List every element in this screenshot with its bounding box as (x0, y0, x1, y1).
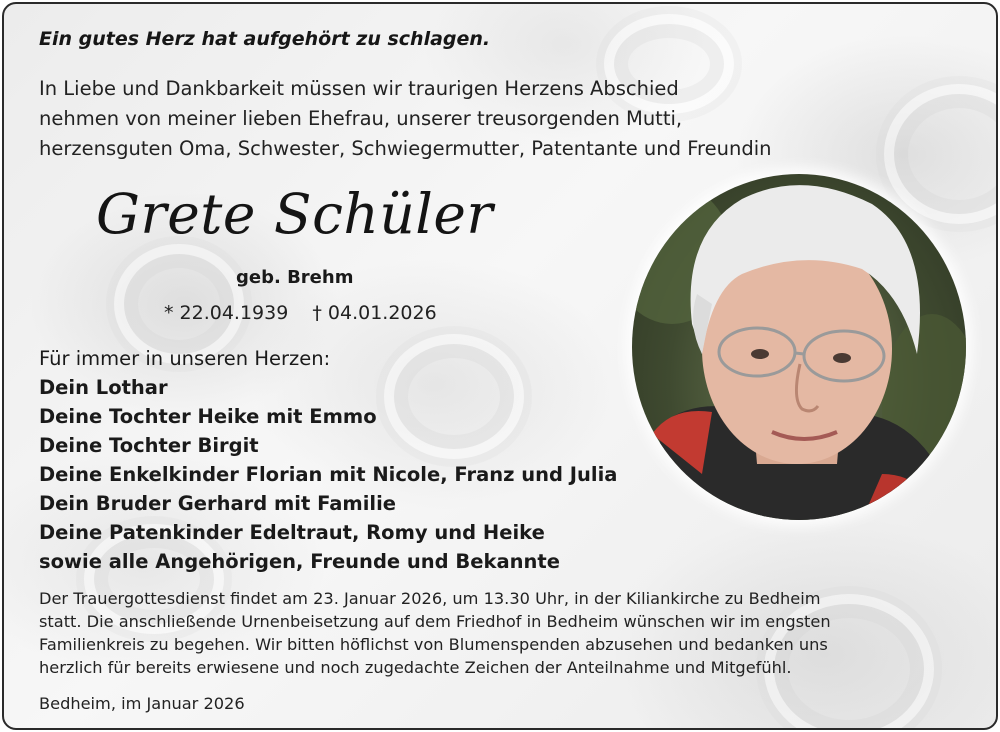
mourner-line: Deine Tochter Birgit (39, 434, 259, 457)
service-info (39, 587, 831, 679)
birth-name: geb. Brehm (236, 267, 354, 288)
service-line: Familienkreis zu begehen. Wir bitten höflichst von Blumenspenden abzusehen und bedanken uns (39, 635, 828, 654)
mourner-line: Dein Bruder Gerhard mit Familie (39, 492, 397, 515)
death-date: † 04.01.2026 (312, 302, 437, 324)
mourner-line: Deine Enkelkinder Florian mit Nicole, Franz und Julia (39, 463, 618, 486)
obituary-card (2, 2, 998, 730)
deceased-name: Grete Schüler (96, 182, 494, 246)
headline: Ein gutes Herz hat aufgehört zu schlagen. (39, 28, 491, 50)
mourners-list (39, 344, 617, 576)
intro-line: nehmen von meiner lieben Ehefrau, unserer treusorgenden Mutti, (39, 107, 683, 130)
service-line: statt. Die anschließende Urnenbeisetzung auf dem Friedhof in Bedheim wünschen wir im engsten (39, 612, 831, 631)
mourner-line: Dein Lothar (39, 376, 168, 399)
intro-line: In Liebe und Dankbarkeit müssen wir traurigen Herzens Abschied (39, 77, 679, 100)
service-line: Der Trauergottesdienst findet am 23. Januar 2026, um 13.30 Uhr, in der Kiliankirche zu Bedheim (39, 589, 821, 608)
intro-text (39, 74, 771, 164)
mourner-line: Deine Tochter Heike mit Emmo (39, 405, 377, 428)
mourners-lead: Für immer in unseren Herzen: (39, 347, 331, 370)
portrait-illustration (632, 174, 966, 520)
birth-date: * 22.04.1939 (164, 302, 289, 324)
life-dates (164, 302, 455, 324)
mourner-line: sowie alle Angehörigen, Freunde und Bekannte (39, 550, 560, 573)
mourner-line: Deine Patenkinder Edeltraut, Romy und Heike (39, 521, 545, 544)
place-date: Bedheim, im Januar 2026 (39, 694, 245, 713)
intro-line: herzensguten Oma, Schwester, Schwiegermutter, Patentante und Freundin (39, 137, 772, 160)
service-line: herzlich für bereits erwiesene und noch zugedachte Zeichen der Anteilnahme und Mitgefühl. (39, 658, 792, 677)
portrait-photo (632, 174, 966, 520)
rose-decoration (884, 84, 998, 224)
